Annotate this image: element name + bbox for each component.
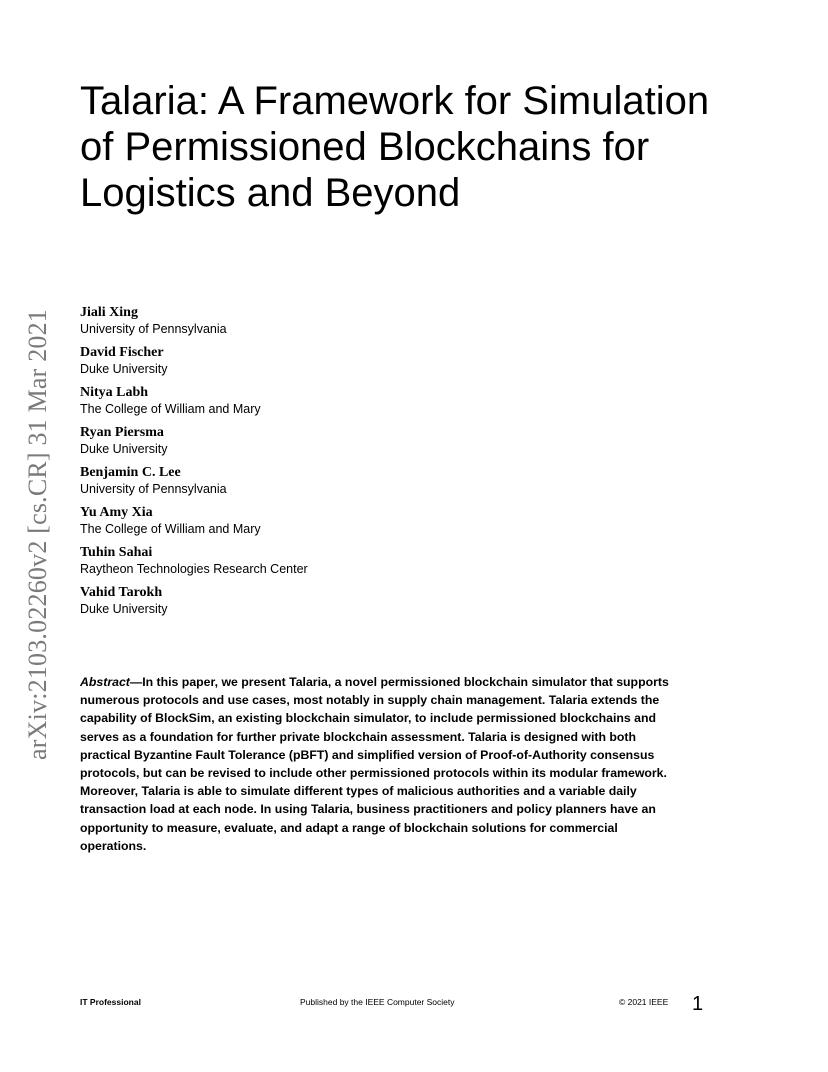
author-name: Jiali Xing: [80, 305, 138, 320]
author-affiliation: The College of William and Mary: [80, 402, 261, 416]
author-name: Tuhin Sahai: [80, 545, 153, 560]
footer-publisher: Published by the IEEE Computer Society: [300, 997, 455, 1007]
author-affiliation: University of Pennsylvania: [80, 482, 227, 496]
arxiv-identifier-stamp: arXiv:2103.02260v2 [cs.CR] 31 Mar 2021: [23, 309, 52, 760]
abstract-dash: —: [129, 675, 143, 689]
author-entry: [80, 465, 680, 497]
author-name: Vahid Tarokh: [80, 585, 163, 600]
author-list: [80, 305, 680, 625]
author-entry: [80, 305, 680, 337]
footer-journal-name: IT Professional: [80, 997, 141, 1007]
abstract-label: Abstract: [80, 675, 130, 689]
author-name: Benjamin C. Lee: [80, 465, 181, 480]
footer-copyright: © 2021 IEEE: [619, 997, 669, 1007]
author-entry: [80, 505, 680, 537]
page-number: 1: [692, 993, 704, 1015]
author-affiliation: Duke University: [80, 442, 168, 456]
abstract-text: In this paper, we present Talaria, a novel permissioned blockchain simulator that supports numerous protocols and use cases, most notably in supply chain management. Talaria extends the capability of BlockSim, an existing blockchain simulator, to include permissioned blockchains and serves as a foundation for further private blockchain assessment. Talaria is designed with both practical Byzantine Fault Tolerance (pBFT) and simplified version of Proof-of-Authority consensus protocols, but can be revised to include other permissioned protocols within its modular framework. Moreover, Talaria is able to simulate different types of malicious authorities and a variable daily transaction load at each node. In using Talaria, business practitioners and policy planners have an opportunity to measure, evaluate, and adapt a range of blockchain solutions for commercial operations.: [80, 675, 669, 853]
author-affiliation: Duke University: [80, 362, 168, 376]
author-name: Nitya Labh: [80, 385, 149, 400]
author-name: David Fischer: [80, 345, 164, 360]
author-affiliation: University of Pennsylvania: [80, 322, 227, 336]
author-affiliation: Duke University: [80, 602, 168, 616]
paper-title: Talaria: A Framework for Simulation of Permissioned Blockchains for Logistics and Beyond: [80, 79, 710, 215]
author-entry: [80, 545, 680, 577]
author-entry: [80, 585, 680, 617]
author-affiliation: The College of William and Mary: [80, 522, 261, 536]
author-name: Yu Amy Xia: [80, 505, 153, 520]
author-entry: [80, 425, 680, 457]
author-entry: [80, 345, 680, 377]
abstract-paragraph: [80, 673, 672, 855]
author-entry: [80, 385, 680, 417]
author-name: Ryan Piersma: [80, 425, 164, 440]
author-affiliation: Raytheon Technologies Research Center: [80, 562, 308, 576]
